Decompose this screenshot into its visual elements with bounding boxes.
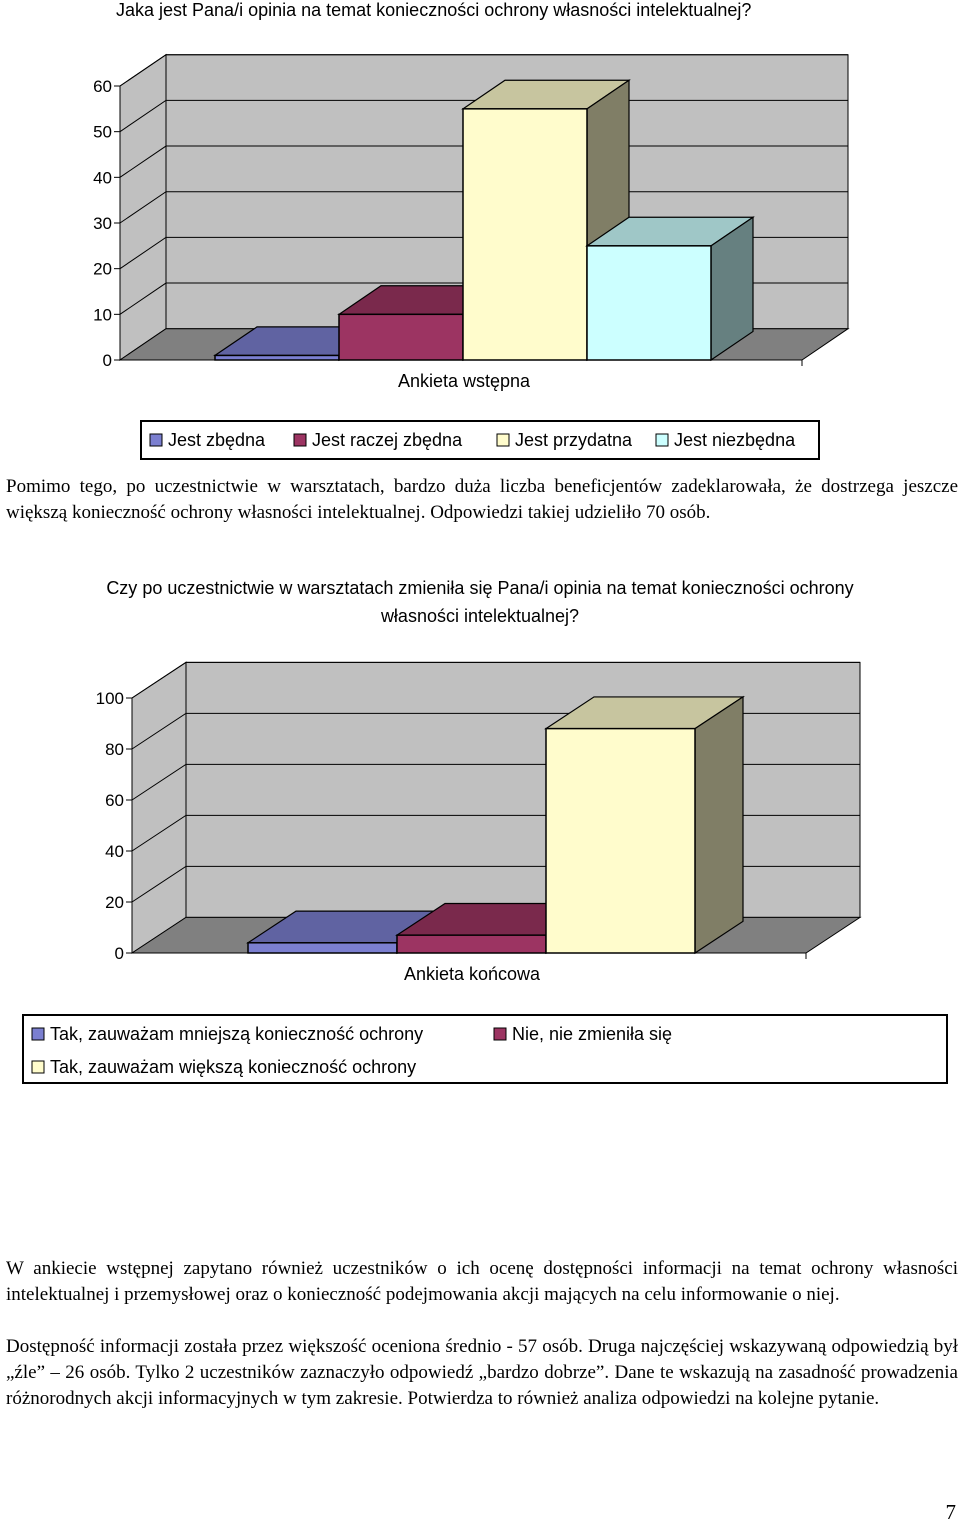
y-tick-label: 60 — [105, 791, 124, 810]
y-tick-label: 0 — [114, 944, 124, 963]
legend-swatch-1 — [150, 434, 162, 446]
legend-label-3: Jest przydatna — [515, 430, 633, 450]
legend-label-3: Tak, zauważam większą konieczność ochrony — [50, 1057, 417, 1077]
bar-4 — [587, 246, 711, 360]
legend-swatch-3 — [497, 434, 509, 446]
bar-2 — [339, 314, 463, 360]
legend-swatch-2 — [494, 1028, 506, 1040]
legend-label-4: Jest niezbędna — [674, 430, 796, 450]
chart1 — [0, 30, 960, 460]
legend-label-1: Tak, zauważam mniejszą konieczność ochrony — [50, 1024, 424, 1044]
bar-1 — [248, 943, 397, 953]
x-category-label: Ankieta wstępna — [397, 371, 531, 391]
y-tick-label: 30 — [93, 214, 112, 233]
legend-swatch-1 — [32, 1028, 44, 1040]
bar-3 — [546, 729, 695, 953]
y-tick-label: 20 — [105, 893, 124, 912]
x-category-label: Ankieta końcowa — [403, 964, 541, 984]
y-tick-label: 80 — [105, 740, 124, 759]
legend-swatch-2 — [294, 434, 306, 446]
y-tick-label: 50 — [93, 122, 112, 142]
legend-swatch-4 — [656, 434, 668, 446]
y-tick-label: 100 — [95, 689, 124, 708]
bar-side-3 — [695, 697, 743, 953]
chart2-title: Czy po uczestnictwie w warsztatach zmieniła się Pana/i opinia na temat konieczności ochrony własności intelektualnej? — [106, 578, 854, 626]
page-number: 7 — [945, 1500, 956, 1524]
y-tick-label: 40 — [93, 168, 112, 188]
paragraph-1: Pomimo tego, po uczestnictwie w warsztatach, bardzo duża liczba beneficjentów zadeklarowała, że dostrzega jeszcze większą konieczność ochrony własności intelektualnej. Odpowiedzi takiej udzieliło 70 osób. — [6, 476, 958, 523]
bar-2 — [397, 935, 546, 953]
y-tick-label: 40 — [105, 842, 124, 861]
paragraph-2: W ankiecie wstępnej zapytano również uczestników o ich ocenę dostępności informacji na temat ochrony własności intelektualnej i przemysłowej oraz o konieczność podejmowania akcji mających na celu informowanie o niej. — [6, 1258, 958, 1305]
y-tick-label: 20 — [93, 259, 112, 279]
bar-1 — [215, 355, 339, 360]
paragraph-3: Dostępność informacji została przez większość oceniona średnio - 57 osób. Druga najczęściej wskazywaną odpowiedzią był „źle” – 26 osób. Tylko 2 uczestników zaznaczyło odpowiedź „bardzo dobrze”. Dane te wskazują na zasadność prowadzenia różnorodnych akcji informacyjnych w tym zakresie. Potwierdza to również analiza odpowiedzi na kolejne pytanie. — [6, 1336, 958, 1409]
y-tick-label: 0 — [102, 351, 112, 370]
legend-label-2: Jest raczej zbędna — [312, 430, 463, 450]
legend-label-1: Jest zbędna — [168, 430, 266, 450]
legend-label-2: Nie, nie zmieniła się — [512, 1024, 673, 1044]
chart2 — [0, 650, 960, 1090]
bar-3 — [463, 109, 587, 360]
chart-side-wall — [132, 662, 186, 953]
y-tick-label: 10 — [93, 305, 112, 325]
chart1-title: Jaka jest Pana/i opinia na temat konieczności ochrony własności intelektualnej? — [116, 0, 752, 20]
legend-swatch-3 — [32, 1061, 44, 1073]
y-tick-label: 60 — [93, 77, 112, 96]
chart-back-wall — [186, 662, 860, 917]
